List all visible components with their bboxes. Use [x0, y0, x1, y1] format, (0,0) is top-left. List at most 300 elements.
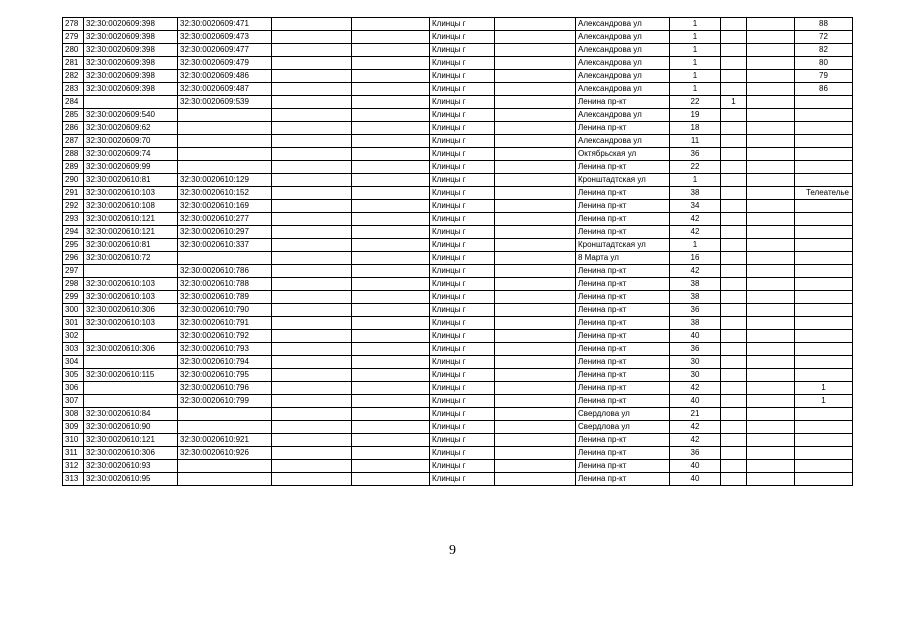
parcel-number-cell: 32:30:0020610:121	[84, 434, 178, 447]
empty-cell-c	[495, 421, 576, 434]
street-cell: Александрова ул	[576, 44, 670, 57]
parcel-number-cell	[84, 356, 178, 369]
city-cell: Клинцы г	[430, 369, 495, 382]
street-cell: Свердлова ул	[576, 408, 670, 421]
empty-cell-b	[352, 265, 430, 278]
building-cell	[721, 187, 747, 200]
street-cell: Ленина пр-кт	[576, 161, 670, 174]
street-cell: 8 Марта ул	[576, 252, 670, 265]
empty-cell-c	[495, 239, 576, 252]
city-cell: Клинцы г	[430, 343, 495, 356]
empty-cell-a	[272, 57, 352, 70]
city-cell: Клинцы г	[430, 239, 495, 252]
empty-cell-a	[272, 473, 352, 486]
object-number-cell	[178, 252, 272, 265]
empty-cell-c	[495, 57, 576, 70]
parcel-number-cell: 32:30:0020609:62	[84, 122, 178, 135]
empty-cell-b	[352, 187, 430, 200]
parcel-number-cell: 32:30:0020610:84	[84, 408, 178, 421]
city-cell: Клинцы г	[430, 330, 495, 343]
row-number-cell: 294	[63, 226, 84, 239]
empty-cell-c	[495, 187, 576, 200]
table-row	[63, 330, 853, 343]
building-cell	[721, 369, 747, 382]
empty-cell-d	[747, 148, 795, 161]
street-cell: Александрова ул	[576, 83, 670, 96]
city-cell: Клинцы г	[430, 187, 495, 200]
empty-cell-b	[352, 57, 430, 70]
empty-cell-b	[352, 356, 430, 369]
house-number-cell: 42	[670, 382, 721, 395]
empty-cell-c	[495, 291, 576, 304]
city-cell: Клинцы г	[430, 109, 495, 122]
object-number-cell: 32:30:0020609:486	[178, 70, 272, 83]
cadastre-table	[62, 17, 853, 486]
building-cell	[721, 83, 747, 96]
row-number-cell: 309	[63, 421, 84, 434]
empty-cell-c	[495, 44, 576, 57]
parcel-number-cell: 32:30:0020609:99	[84, 161, 178, 174]
table-row	[63, 408, 853, 421]
building-cell	[721, 161, 747, 174]
city-cell: Клинцы г	[430, 226, 495, 239]
apartment-cell	[795, 434, 853, 447]
object-number-cell: 32:30:0020609:479	[178, 57, 272, 70]
street-cell: Ленина пр-кт	[576, 187, 670, 200]
empty-cell-d	[747, 382, 795, 395]
empty-cell-b	[352, 174, 430, 187]
street-cell: Ленина пр-кт	[576, 265, 670, 278]
row-number-cell: 311	[63, 447, 84, 460]
street-cell: Свердлова ул	[576, 421, 670, 434]
empty-cell-b	[352, 200, 430, 213]
empty-cell-a	[272, 239, 352, 252]
street-cell: Октябрьская ул	[576, 148, 670, 161]
building-cell	[721, 356, 747, 369]
building-cell	[721, 434, 747, 447]
empty-cell-b	[352, 83, 430, 96]
object-number-cell	[178, 408, 272, 421]
empty-cell-b	[352, 109, 430, 122]
empty-cell-b	[352, 70, 430, 83]
building-cell	[721, 174, 747, 187]
apartment-cell: 86	[795, 83, 853, 96]
empty-cell-b	[352, 18, 430, 31]
house-number-cell: 42	[670, 226, 721, 239]
building-cell	[721, 31, 747, 44]
house-number-cell: 38	[670, 291, 721, 304]
empty-cell-d	[747, 369, 795, 382]
apartment-cell	[795, 226, 853, 239]
city-cell: Клинцы г	[430, 44, 495, 57]
empty-cell-d	[747, 291, 795, 304]
empty-cell-b	[352, 213, 430, 226]
street-cell: Ленина пр-кт	[576, 369, 670, 382]
empty-cell-d	[747, 200, 795, 213]
apartment-cell	[795, 369, 853, 382]
table-row	[63, 226, 853, 239]
empty-cell-b	[352, 135, 430, 148]
house-number-cell: 1	[670, 31, 721, 44]
row-number-cell: 286	[63, 122, 84, 135]
building-cell	[721, 135, 747, 148]
object-number-cell	[178, 109, 272, 122]
apartment-cell	[795, 148, 853, 161]
empty-cell-c	[495, 304, 576, 317]
table-row	[63, 70, 853, 83]
street-cell: Ленина пр-кт	[576, 395, 670, 408]
empty-cell-a	[272, 447, 352, 460]
table-row	[63, 265, 853, 278]
row-number-cell: 292	[63, 200, 84, 213]
empty-cell-c	[495, 122, 576, 135]
apartment-cell	[795, 174, 853, 187]
row-number-cell: 310	[63, 434, 84, 447]
empty-cell-b	[352, 343, 430, 356]
empty-cell-d	[747, 252, 795, 265]
apartment-cell	[795, 421, 853, 434]
city-cell: Клинцы г	[430, 96, 495, 109]
object-number-cell: 32:30:0020610:791	[178, 317, 272, 330]
parcel-number-cell: 32:30:0020609:540	[84, 109, 178, 122]
house-number-cell: 42	[670, 265, 721, 278]
house-number-cell: 42	[670, 213, 721, 226]
empty-cell-d	[747, 109, 795, 122]
parcel-number-cell: 32:30:0020609:398	[84, 44, 178, 57]
city-cell: Клинцы г	[430, 434, 495, 447]
empty-cell-d	[747, 460, 795, 473]
empty-cell-d	[747, 278, 795, 291]
row-number-cell: 285	[63, 109, 84, 122]
apartment-cell: 1	[795, 395, 853, 408]
table-row	[63, 369, 853, 382]
street-cell: Александрова ул	[576, 57, 670, 70]
empty-cell-b	[352, 447, 430, 460]
table-row	[63, 395, 853, 408]
row-number-cell: 306	[63, 382, 84, 395]
street-cell: Александрова ул	[576, 135, 670, 148]
street-cell: Ленина пр-кт	[576, 473, 670, 486]
object-number-cell: 32:30:0020610:152	[178, 187, 272, 200]
empty-cell-d	[747, 343, 795, 356]
empty-cell-b	[352, 44, 430, 57]
empty-cell-b	[352, 473, 430, 486]
city-cell: Клинцы г	[430, 174, 495, 187]
empty-cell-a	[272, 395, 352, 408]
empty-cell-c	[495, 473, 576, 486]
building-cell	[721, 57, 747, 70]
object-number-cell: 32:30:0020610:799	[178, 395, 272, 408]
row-number-cell: 297	[63, 265, 84, 278]
table-row	[63, 252, 853, 265]
object-number-cell: 32:30:0020610:297	[178, 226, 272, 239]
house-number-cell: 1	[670, 18, 721, 31]
parcel-number-cell: 32:30:0020609:70	[84, 135, 178, 148]
house-number-cell: 1	[670, 44, 721, 57]
empty-cell-c	[495, 317, 576, 330]
table-row	[63, 473, 853, 486]
apartment-cell	[795, 135, 853, 148]
object-number-cell: 32:30:0020609:473	[178, 31, 272, 44]
city-cell: Клинцы г	[430, 57, 495, 70]
city-cell: Клинцы г	[430, 265, 495, 278]
apartment-cell	[795, 330, 853, 343]
empty-cell-d	[747, 473, 795, 486]
street-cell: Александрова ул	[576, 70, 670, 83]
street-cell: Александрова ул	[576, 109, 670, 122]
empty-cell-c	[495, 70, 576, 83]
empty-cell-a	[272, 382, 352, 395]
empty-cell-a	[272, 18, 352, 31]
parcel-number-cell: 32:30:0020609:398	[84, 70, 178, 83]
row-number-cell: 307	[63, 395, 84, 408]
object-number-cell: 32:30:0020610:921	[178, 434, 272, 447]
empty-cell-d	[747, 213, 795, 226]
empty-cell-b	[352, 395, 430, 408]
house-number-cell: 22	[670, 96, 721, 109]
object-number-cell: 32:30:0020610:788	[178, 278, 272, 291]
table-row	[63, 109, 853, 122]
empty-cell-c	[495, 161, 576, 174]
empty-cell-a	[272, 421, 352, 434]
row-number-cell: 299	[63, 291, 84, 304]
building-cell: 1	[721, 96, 747, 109]
house-number-cell: 38	[670, 317, 721, 330]
empty-cell-c	[495, 395, 576, 408]
empty-cell-c	[495, 31, 576, 44]
city-cell: Клинцы г	[430, 317, 495, 330]
building-cell	[721, 239, 747, 252]
street-cell: Ленина пр-кт	[576, 343, 670, 356]
empty-cell-b	[352, 369, 430, 382]
empty-cell-d	[747, 434, 795, 447]
parcel-number-cell	[84, 395, 178, 408]
object-number-cell	[178, 421, 272, 434]
table-row	[63, 317, 853, 330]
building-cell	[721, 278, 747, 291]
object-number-cell	[178, 148, 272, 161]
object-number-cell	[178, 161, 272, 174]
row-number-cell: 295	[63, 239, 84, 252]
table-row	[63, 18, 853, 31]
street-cell: Ленина пр-кт	[576, 356, 670, 369]
empty-cell-b	[352, 148, 430, 161]
empty-cell-a	[272, 330, 352, 343]
empty-cell-b	[352, 31, 430, 44]
empty-cell-c	[495, 382, 576, 395]
street-cell: Ленина пр-кт	[576, 122, 670, 135]
empty-cell-a	[272, 109, 352, 122]
apartment-cell	[795, 304, 853, 317]
object-number-cell: 32:30:0020610:337	[178, 239, 272, 252]
city-cell: Клинцы г	[430, 161, 495, 174]
empty-cell-a	[272, 213, 352, 226]
empty-cell-d	[747, 96, 795, 109]
row-number-cell: 287	[63, 135, 84, 148]
empty-cell-a	[272, 200, 352, 213]
object-number-cell: 32:30:0020610:926	[178, 447, 272, 460]
building-cell	[721, 317, 747, 330]
house-number-cell: 1	[670, 57, 721, 70]
house-number-cell: 34	[670, 200, 721, 213]
empty-cell-b	[352, 421, 430, 434]
apartment-cell	[795, 122, 853, 135]
row-number-cell: 304	[63, 356, 84, 369]
empty-cell-a	[272, 460, 352, 473]
city-cell: Клинцы г	[430, 135, 495, 148]
empty-cell-c	[495, 174, 576, 187]
empty-cell-b	[352, 161, 430, 174]
apartment-cell	[795, 252, 853, 265]
object-number-cell: 32:30:0020610:793	[178, 343, 272, 356]
object-number-cell: 32:30:0020610:786	[178, 265, 272, 278]
row-number-cell: 279	[63, 31, 84, 44]
parcel-number-cell: 32:30:0020610:72	[84, 252, 178, 265]
empty-cell-b	[352, 460, 430, 473]
city-cell: Клинцы г	[430, 395, 495, 408]
empty-cell-c	[495, 434, 576, 447]
street-cell: Ленина пр-кт	[576, 278, 670, 291]
row-number-cell: 282	[63, 70, 84, 83]
building-cell	[721, 330, 747, 343]
city-cell: Клинцы г	[430, 18, 495, 31]
apartment-cell: 82	[795, 44, 853, 57]
building-cell	[721, 382, 747, 395]
building-cell	[721, 447, 747, 460]
building-cell	[721, 200, 747, 213]
empty-cell-b	[352, 239, 430, 252]
empty-cell-a	[272, 408, 352, 421]
object-number-cell: 32:30:0020609:471	[178, 18, 272, 31]
empty-cell-a	[272, 44, 352, 57]
street-cell: Ленина пр-кт	[576, 447, 670, 460]
apartment-cell	[795, 291, 853, 304]
object-number-cell	[178, 473, 272, 486]
house-number-cell: 1	[670, 239, 721, 252]
table-row	[63, 148, 853, 161]
row-number-cell: 296	[63, 252, 84, 265]
apartment-cell: Телеателье	[795, 187, 853, 200]
parcel-number-cell: 32:30:0020610:121	[84, 226, 178, 239]
empty-cell-b	[352, 226, 430, 239]
table-row	[63, 57, 853, 70]
apartment-cell: 79	[795, 70, 853, 83]
house-number-cell: 36	[670, 447, 721, 460]
object-number-cell: 32:30:0020610:277	[178, 213, 272, 226]
street-cell: Ленина пр-кт	[576, 460, 670, 473]
object-number-cell: 32:30:0020609:487	[178, 83, 272, 96]
apartment-cell	[795, 239, 853, 252]
house-number-cell: 36	[670, 148, 721, 161]
empty-cell-a	[272, 226, 352, 239]
table-row	[63, 96, 853, 109]
empty-cell-b	[352, 122, 430, 135]
street-cell: Ленина пр-кт	[576, 213, 670, 226]
building-cell	[721, 395, 747, 408]
parcel-number-cell: 32:30:0020609:398	[84, 31, 178, 44]
parcel-number-cell: 32:30:0020610:103	[84, 278, 178, 291]
object-number-cell: 32:30:0020610:169	[178, 200, 272, 213]
parcel-number-cell: 32:30:0020609:74	[84, 148, 178, 161]
empty-cell-c	[495, 278, 576, 291]
row-number-cell: 288	[63, 148, 84, 161]
street-cell: Ленина пр-кт	[576, 96, 670, 109]
empty-cell-d	[747, 447, 795, 460]
city-cell: Клинцы г	[430, 200, 495, 213]
apartment-cell	[795, 343, 853, 356]
apartment-cell	[795, 200, 853, 213]
house-number-cell: 30	[670, 369, 721, 382]
empty-cell-d	[747, 226, 795, 239]
building-cell	[721, 213, 747, 226]
empty-cell-b	[352, 291, 430, 304]
apartment-cell: 1	[795, 382, 853, 395]
city-cell: Клинцы г	[430, 122, 495, 135]
building-cell	[721, 460, 747, 473]
apartment-cell	[795, 109, 853, 122]
empty-cell-b	[352, 278, 430, 291]
page-number: 9	[449, 543, 456, 558]
empty-cell-c	[495, 265, 576, 278]
apartment-cell: 72	[795, 31, 853, 44]
empty-cell-a	[272, 291, 352, 304]
parcel-number-cell: 32:30:0020610:306	[84, 447, 178, 460]
table-row	[63, 460, 853, 473]
street-cell: Александрова ул	[576, 18, 670, 31]
house-number-cell: 16	[670, 252, 721, 265]
table-row	[63, 83, 853, 96]
empty-cell-d	[747, 44, 795, 57]
parcel-number-cell: 32:30:0020610:90	[84, 421, 178, 434]
empty-cell-d	[747, 135, 795, 148]
table-row	[63, 239, 853, 252]
table-row	[63, 174, 853, 187]
apartment-cell	[795, 213, 853, 226]
empty-cell-d	[747, 57, 795, 70]
street-cell: Ленина пр-кт	[576, 291, 670, 304]
empty-cell-c	[495, 408, 576, 421]
city-cell: Клинцы г	[430, 252, 495, 265]
street-cell: Ленина пр-кт	[576, 304, 670, 317]
apartment-cell	[795, 161, 853, 174]
empty-cell-c	[495, 252, 576, 265]
empty-cell-a	[272, 265, 352, 278]
row-number-cell: 308	[63, 408, 84, 421]
empty-cell-c	[495, 96, 576, 109]
empty-cell-d	[747, 395, 795, 408]
empty-cell-b	[352, 382, 430, 395]
empty-cell-c	[495, 200, 576, 213]
row-number-cell: 313	[63, 473, 84, 486]
parcel-number-cell: 32:30:0020610:115	[84, 369, 178, 382]
object-number-cell: 32:30:0020609:539	[178, 96, 272, 109]
row-number-cell: 300	[63, 304, 84, 317]
empty-cell-d	[747, 304, 795, 317]
empty-cell-c	[495, 369, 576, 382]
house-number-cell: 40	[670, 330, 721, 343]
empty-cell-b	[352, 330, 430, 343]
row-number-cell: 312	[63, 460, 84, 473]
parcel-number-cell	[84, 265, 178, 278]
building-cell	[721, 265, 747, 278]
empty-cell-b	[352, 408, 430, 421]
street-cell: Ленина пр-кт	[576, 330, 670, 343]
city-cell: Клинцы г	[430, 408, 495, 421]
empty-cell-b	[352, 304, 430, 317]
house-number-cell: 42	[670, 421, 721, 434]
street-cell: Ленина пр-кт	[576, 226, 670, 239]
table-row	[63, 278, 853, 291]
